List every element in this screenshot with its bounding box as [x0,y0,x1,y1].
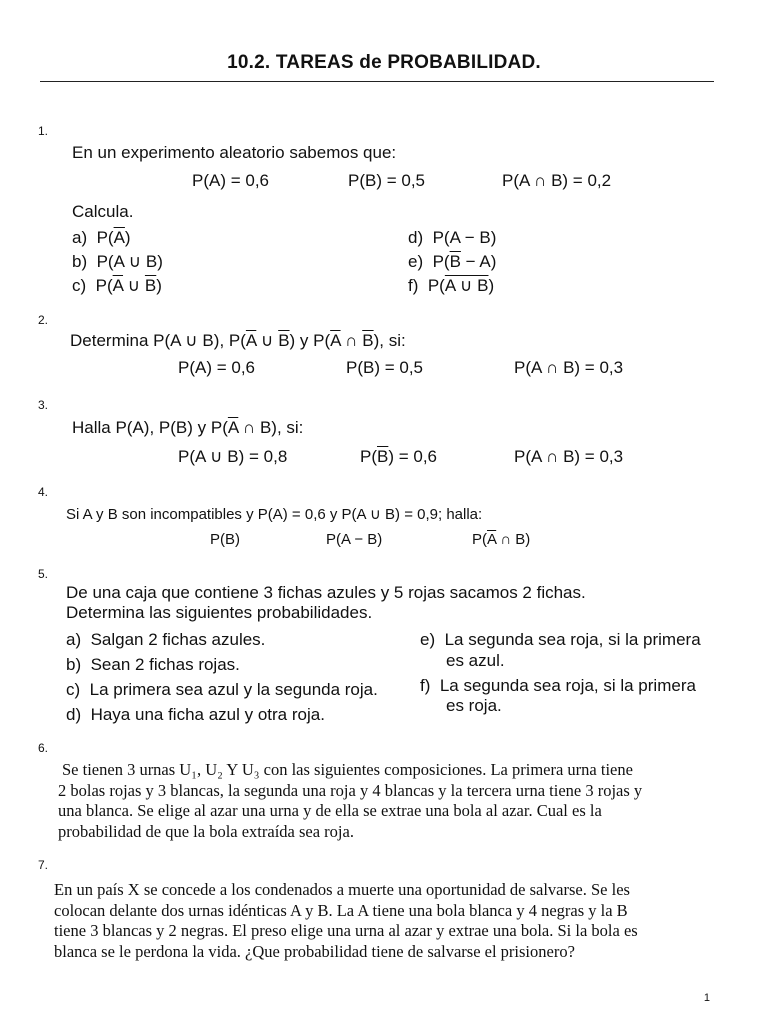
question-number-1: 1. [38,124,49,138]
item-text: La primera sea azul y la segunda roja. [89,680,378,699]
title-rule [40,81,714,82]
q7-line-2: colocan delante dos urnas idénticas A y B. La A tiene una bola blanca y 4 negras y la B [54,900,628,920]
q5-line-2: Determina las siguientes probabilidades. [66,603,373,622]
expr-part: P( [472,531,487,548]
item-text: La segunda sea roja, si la primera [444,630,701,649]
question-number-3: 3. [38,398,49,412]
item-label: d) [408,228,424,247]
item-label: c) [72,276,87,295]
q6-line-4: probabilidad de que la bola extraída sea roja. [58,821,354,841]
question-number-7: 7. [38,858,49,872]
text: y [295,331,314,350]
q4-expr-1: P(B) [210,531,240,548]
item-label: b) [72,252,88,271]
expr: P(A ∪ B) [96,252,163,271]
q3-given-2 [360,447,437,467]
question-number-6: 6. [38,741,49,755]
expr-part: P( [360,447,377,466]
expr-complement: A ∪ B [444,276,489,295]
q1-given-3: P(A ∩ B) = 0,2 [502,171,612,190]
expr-part: P( [427,276,445,295]
q1-item-a [72,228,131,248]
item-label: d) [66,705,82,724]
q4-statement: Si A y B son incompatibles y P(A) = 0,6 y P(A ∪ B) = 0,9; halla: [66,506,483,523]
q5-item-a [66,630,265,650]
q5-item-e [420,630,701,650]
item-label: e) [420,630,436,649]
q5-line-1: De una caja que contiene 3 fichas azules y 5 rojas sacamos 2 fichas. [66,583,586,602]
expr-part: ) [289,331,296,350]
q1-prompt: Calcula. [72,202,134,221]
page-number: 1 [703,992,710,1004]
item-text: Salgan 2 fichas azules. [90,630,266,649]
expr-complement: $\overline{A}$ [227,418,239,437]
expr-part: ∩ B) [238,418,277,437]
item-label: a) [72,228,88,247]
expr-complement: $\overline{A}$ [112,276,124,295]
expr-part: − A) [460,252,497,271]
q6-paragraph [58,760,718,842]
q2-given-1: P(A) = 0,6 [178,358,256,377]
question-number-2: 2. [38,313,49,327]
q4-expr-2: P(A − B) [326,531,383,548]
question-number-4: 4. [38,485,49,499]
q7-line-1: En un país X se concede a los condenados a muerte una oportunidad de salvarse. Se les [54,880,630,899]
expr-part: P( [210,418,228,437]
item-label: f) [408,276,419,295]
expr-complement: $\overline{A}$ [330,331,341,350]
q5-item-f [420,676,696,696]
expr-part: ) = 0,6 [388,447,438,466]
item-label: c) [66,680,81,699]
q5-item-d [66,705,325,725]
q5-item-b [66,655,240,675]
expr-part: P( [95,276,113,295]
expr-complement: $\overline{B}$ [144,276,157,295]
expr-part: ) [124,228,131,247]
expr-part: ∪ [123,276,145,295]
q7-line-4: blanca se le perdona la vida. ¿Que probabilidad tiene de salvarse el prisionero? [54,941,575,961]
q1-item-f [408,276,494,296]
text: , si: [379,331,406,350]
item-label: b) [66,655,82,674]
expr-complement: $\overline{A}$ [113,228,125,247]
q1-given-2: P(B) = 0,5 [348,171,426,190]
expr-complement: $\overline{A}$ [245,331,257,350]
q6-line-1: Se tienen 3 urnas U₁, U₂ Y U₃ con las siguientes composiciones. La primera urna tiene [62,760,633,779]
q6-line-2: 2 bolas rojas y 3 blancas, la segunda una roja y 4 blancas y la tercera urna tiene 3 rojas y [58,780,643,800]
expr-complement: $\overline{B}$ [377,447,389,466]
expr-part: ∩ B) [496,531,531,548]
item-label: a) [66,630,82,649]
text: , si: [276,418,304,437]
q1-item-b [72,252,163,272]
expr-part: P( [96,228,114,247]
q2-given-3: P(A ∩ B) = 0,3 [514,358,624,377]
expr-part: ) [488,276,495,295]
expr-complement: $\overline{B}$ [362,331,374,350]
q6-line-3: una blanca. Se elige al azar una urna y de ella se extrae una bola al azar. Cual es la [58,801,602,820]
expr-part: ) [373,331,380,350]
q1-intro: En un experimento aleatorio sabemos que: [72,143,397,162]
q3-given-1: P(A ∪ B) = 0,8 [178,447,288,466]
expr-part: P( [313,331,331,350]
text: y [192,418,211,437]
q2-statement [70,331,406,351]
item-text: Haya una ficha azul y otra roja. [90,705,325,724]
expr-part: ∩ [340,331,363,350]
item-text: Sean 2 fichas rojas. [90,655,240,674]
q7-paragraph [54,880,720,962]
expr-complement: $\overline{A}$ [487,531,497,548]
q5-item-e-cont: es azul. [446,651,505,670]
q1-item-d [408,228,496,248]
q5-item-c [66,680,378,700]
q1-given-1: P(A) = 0,6 [192,171,270,190]
expr: P(A − B) [432,228,497,247]
item-text: La segunda sea roja, si la primera [439,676,696,695]
expr-part: P( [228,331,246,350]
item-label: f) [420,676,431,695]
expr-part: ∪ [256,331,279,350]
question-number-5: 5. [38,567,49,581]
q4-expr-3 [472,531,530,548]
q1-item-e [408,252,496,272]
q1-item-c [72,276,162,296]
text: Determina [70,331,154,350]
expr: P(A), P(B) [115,418,193,437]
expr-part: ) [156,276,162,295]
expr: P(A ∪ B) [153,331,220,350]
page-title: 10.2. TAREAS de PROBABILIDAD. [227,52,541,73]
q3-statement [72,418,303,438]
text: , [219,331,229,350]
q5-item-f-cont: es roja. [446,696,502,715]
expr-part: P( [432,252,450,271]
q2-given-2: P(B) = 0,5 [346,358,424,377]
text: Halla [72,418,116,437]
expr-complement: $\overline{B}$ [449,252,461,271]
q7-line-3: tiene 3 blancas y 2 negras. El preso elige una urna al azar y extrae una bola. Si la bola es [54,921,638,940]
expr-complement: $\overline{B}$ [278,331,290,350]
q3-given-3: P(A ∩ B) = 0,3 [514,447,624,466]
item-label: e) [408,252,424,271]
